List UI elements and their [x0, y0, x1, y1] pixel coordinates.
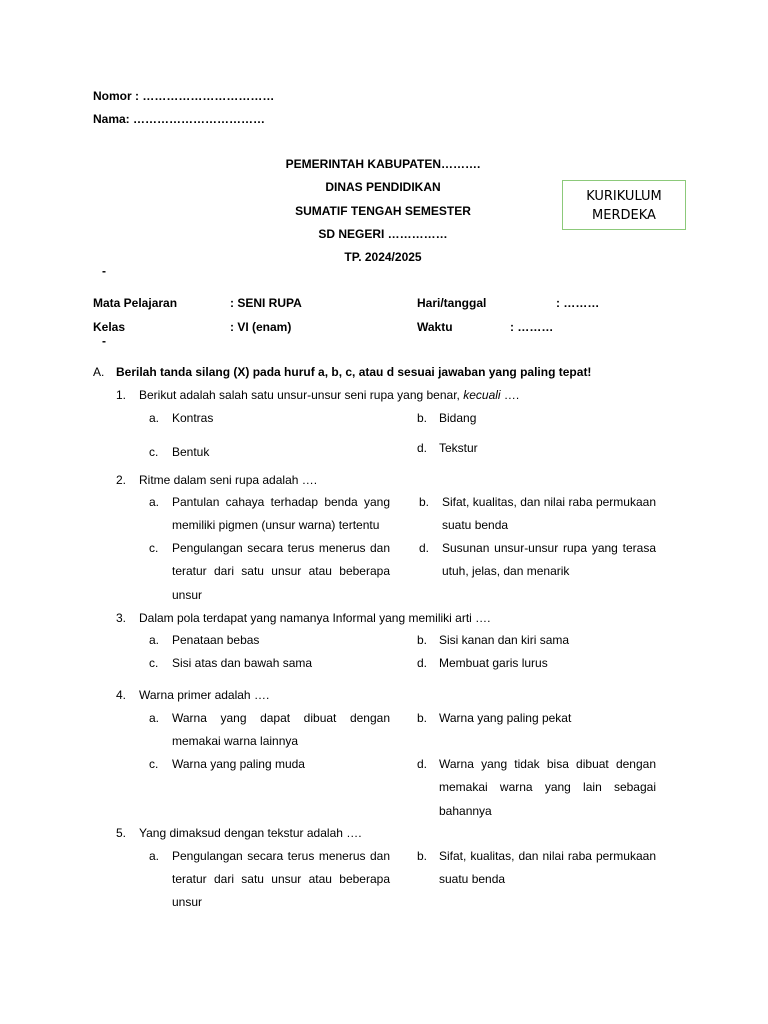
- q4-option-a-line-1: Warna yang dapat dibuat dengan: [172, 711, 390, 725]
- q2-text: Ritme dalam seni rupa adalah ….: [139, 473, 318, 487]
- q2-option-c-line-2: teratur dari satu unsur atau beberapa: [172, 564, 390, 578]
- q2-option-a-line-2: memiliki pigmen (unsur warna) tertentu: [172, 518, 380, 532]
- title-line-2: DINAS PENDIDIKAN: [325, 180, 441, 194]
- title-line-3: SUMATIF TENGAH SEMESTER: [295, 204, 471, 218]
- q4-option-c-letter: c.: [149, 757, 159, 771]
- q2-option-c-line-1: Pengulangan secara terus menerus dan: [172, 541, 390, 555]
- q3-option-d-letter: d.: [417, 656, 428, 670]
- q1-text-italic: kecuali: [463, 388, 501, 402]
- q4-option-b-letter: b.: [417, 711, 428, 725]
- q1-option-d: Tekstur: [439, 441, 478, 455]
- q1-option-b: Bidang: [439, 411, 477, 425]
- q4-option-d-line-3: bahannya: [439, 804, 492, 818]
- waktu-value: : ………: [510, 320, 554, 334]
- q2-option-d-letter: d.: [419, 541, 430, 555]
- dash-2: -: [102, 334, 106, 348]
- q3-option-c: Sisi atas dan bawah sama: [172, 656, 313, 670]
- q1-option-d-letter: d.: [417, 441, 428, 455]
- nama-field: Nama: ……………………………: [93, 112, 266, 126]
- kurikulum-badge: [562, 180, 686, 230]
- q5-option-b-letter: b.: [417, 849, 428, 863]
- q5-option-b-line-2: suatu benda: [439, 872, 506, 886]
- hari-label: Hari/tanggal: [417, 296, 487, 310]
- dash-1: -: [102, 264, 106, 278]
- title-line-4: SD NEGERI ……………: [318, 227, 448, 241]
- q2-option-b-line-2: suatu benda: [442, 518, 509, 532]
- q4-option-a-line-2: memakai warna lainnya: [172, 734, 299, 748]
- q2-option-c-line-3: unsur: [172, 588, 203, 602]
- q2-option-b-line-1: Sifat, kualitas, dan nilai raba permukaan: [442, 495, 656, 509]
- q1-option-b-letter: b.: [417, 411, 428, 425]
- q5-option-b-line-1: Sifat, kualitas, dan nilai raba permukaan: [439, 849, 656, 863]
- section-letter: A.: [93, 365, 105, 379]
- q5-text: Yang dimaksud dengan tekstur adalah ….: [139, 826, 362, 840]
- q4-option-d-line-2: memakai warna yang lain sebagai: [439, 780, 656, 794]
- section-instruction: Berilah tanda silang (X) pada huruf a, b, c, atau d sesuai jawaban yang paling tepat!: [116, 365, 592, 379]
- mapel-label: Mata Pelajaran: [93, 296, 178, 310]
- q2-number: 2.: [116, 473, 127, 487]
- q5-option-a-line-3: unsur: [172, 895, 203, 909]
- q4-option-a-letter: a.: [149, 711, 160, 725]
- q2-option-a-line-1: Pantulan cahaya terhadap benda yang: [172, 495, 390, 509]
- q1-text-end: ….: [503, 388, 520, 402]
- mapel-value: : SENI RUPA: [230, 296, 302, 310]
- q1-number: 1.: [116, 388, 127, 402]
- q3-option-b: Sisi kanan dan kiri sama: [439, 633, 570, 647]
- kelas-value: : VI (enam): [230, 320, 292, 334]
- q4-number: 4.: [116, 688, 127, 702]
- q2-option-d-line-2: utuh, jelas, dan menarik: [442, 564, 570, 578]
- badge-line-1: KURIKULUM: [586, 189, 662, 204]
- q3-number: 3.: [116, 611, 127, 625]
- q3-option-a: Penataan bebas: [172, 633, 260, 647]
- q3-option-a-letter: a.: [149, 633, 160, 647]
- q1-option-a-letter: a.: [149, 411, 160, 425]
- q1-text-main: Berikut adalah salah satu unsur-unsur seni rupa yang benar,: [139, 388, 460, 402]
- q4-option-d-line-1: Warna yang tidak bisa dibuat dengan: [439, 757, 656, 771]
- q3-option-b-letter: b.: [417, 633, 428, 647]
- title-line-5: TP. 2024/2025: [344, 250, 422, 264]
- q4-option-b: Warna yang paling pekat: [439, 711, 572, 725]
- q4-option-c: Warna yang paling muda: [172, 757, 305, 771]
- nomor-field: Nomor : ……………………………: [93, 89, 275, 103]
- q1-option-a: Kontras: [172, 411, 214, 425]
- kelas-label: Kelas: [93, 320, 126, 334]
- q2-option-b-letter: b.: [419, 495, 430, 509]
- q5-option-a-line-2: teratur dari satu unsur atau beberapa: [172, 872, 390, 886]
- q5-option-a-letter: a.: [149, 849, 160, 863]
- title-line-1: PEMERINTAH KABUPATEN……….: [285, 157, 481, 171]
- q2-option-c-letter: c.: [149, 541, 159, 555]
- badge-line-2: MERDEKA: [592, 208, 656, 223]
- q1-option-c-letter: c.: [149, 445, 159, 459]
- q3-option-c-letter: c.: [149, 656, 159, 670]
- waktu-label: Waktu: [417, 320, 453, 334]
- q4-text: Warna primer adalah ….: [139, 688, 270, 702]
- q5-option-a-line-1: Pengulangan secara terus menerus dan: [172, 849, 390, 863]
- q3-option-d: Membuat garis lurus: [439, 656, 548, 670]
- q5-number: 5.: [116, 826, 127, 840]
- q2-option-a-letter: a.: [149, 495, 160, 509]
- q4-option-d-letter: d.: [417, 757, 428, 771]
- hari-value: : ………: [556, 296, 600, 310]
- q3-text: Dalam pola terdapat yang namanya Informal yang memiliki arti ….: [139, 611, 491, 625]
- q1-option-c: Bentuk: [172, 445, 210, 459]
- q1-text: [139, 388, 519, 402]
- q2-option-d-line-1: Susunan unsur-unsur rupa yang terasa: [442, 541, 656, 555]
